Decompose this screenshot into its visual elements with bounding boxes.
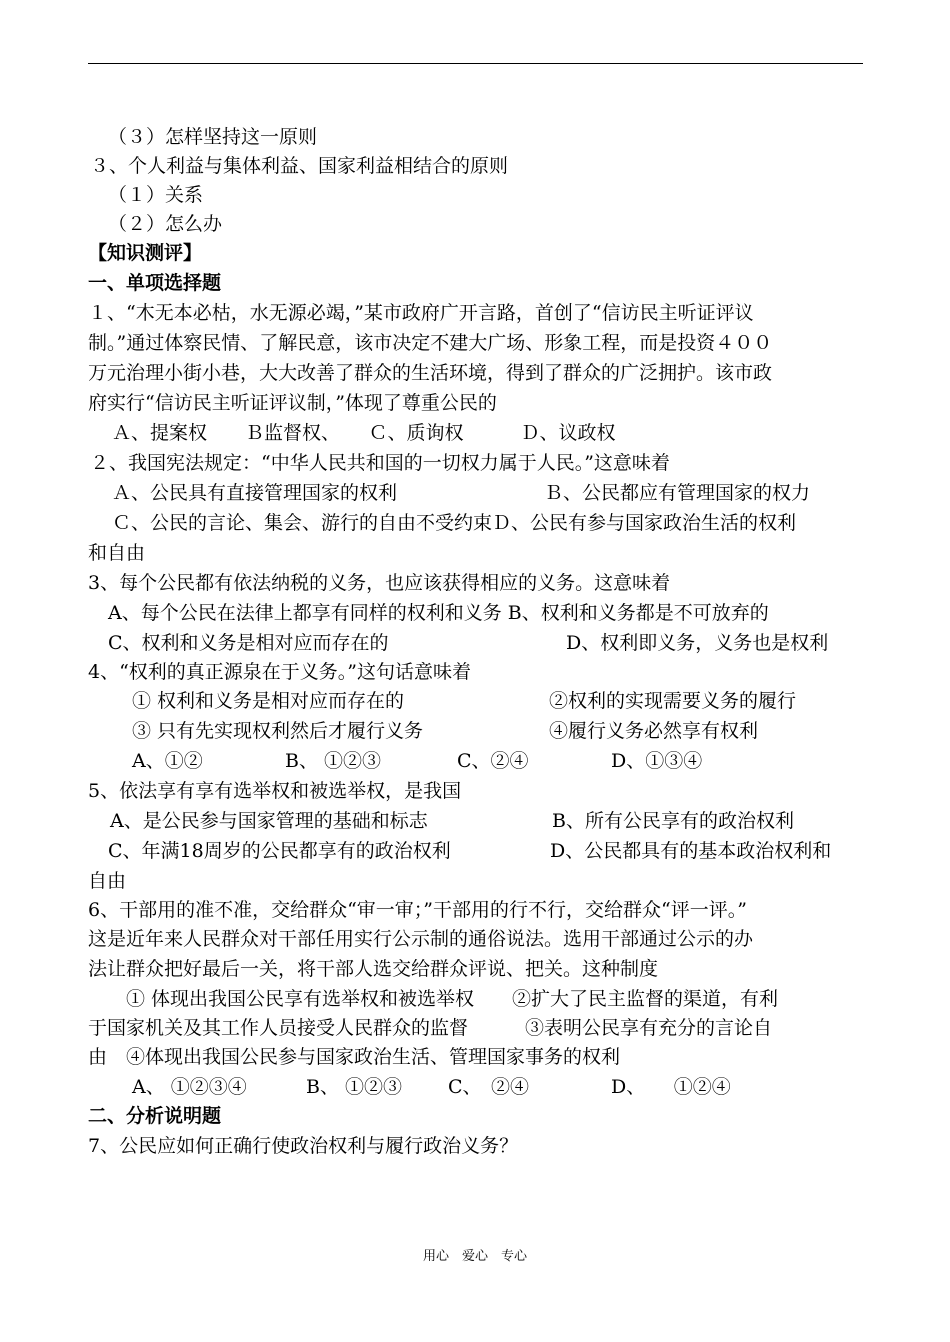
- q5-option-d-cont: 自由: [88, 870, 127, 892]
- q5-option-c: C、年满18周岁的公民都享有的政治权利: [108, 840, 451, 862]
- q3-option-c: C、权利和义务是相对应而存在的: [108, 632, 389, 654]
- q4-item-4: ④履行义务必然享有权利: [549, 720, 759, 742]
- q1-options: Ａ、提案权 Ｂ监督权、 Ｃ、质询权 Ｄ、议政权: [112, 422, 616, 444]
- q6-stem-line-1: 6、干部用的准不准，交给群众“审一审；”干部用的行不行，交给群众“评一评。”: [88, 899, 747, 921]
- q4-option-d: D、①③④: [611, 750, 703, 772]
- q6-items-line-2: 于国家机关及其工作人员接受人民群众的监督 ③表明公民享有充分的言论自: [88, 1017, 773, 1039]
- q3-option-ab: A、每个公民在法律上都享有同样的权利和义务 B、权利和义务都是不可放弃的: [108, 602, 769, 624]
- q2-option-b: Ｂ、公民都应有管理国家的权力: [544, 482, 811, 504]
- q6-option-b: B、 ①②③: [306, 1076, 403, 1098]
- q6-option-a: A、 ①②③④: [132, 1076, 247, 1098]
- q1-stem-line-3: 万元治理小街小巷，大大改善了群众的生活环境，得到了群众的广泛拥护。该市政: [88, 362, 773, 384]
- page-footer: 用心 爱心 专心: [422, 1249, 527, 1264]
- q7-question: 7、公民应如何正确行使政治权利与履行政治义务？: [88, 1135, 519, 1157]
- part1-heading: 一、单项选择题: [88, 272, 222, 294]
- q4-item-2: ②权利的实现需要义务的履行: [549, 690, 797, 712]
- q4-option-b: B、 ①②③: [285, 750, 382, 772]
- q4-option-a: A、①②: [132, 750, 203, 772]
- section-heading: 【知识测评】: [88, 242, 203, 264]
- q6-items-line-1: ① 体现出我国公民享有选举权和被选举权 ②扩大了民主监督的渠道，有利: [88, 988, 779, 1010]
- q1-stem-line-1: １、“木无本必枯，水无源必竭，”某市政府广开言路，首创了“信访民主听证评议: [88, 302, 754, 324]
- header-rule: [88, 63, 863, 64]
- outline-item-1: （１）关系: [108, 184, 204, 206]
- q3-option-d: D、权利即义务，义务也是权利: [566, 632, 829, 654]
- q6-stem-line-2: 这是近年来人民群众对干部任用实行公示制的通俗说法。选用干部通过公示的办: [88, 928, 754, 950]
- q4-item-3: ③ 只有先实现权利然后才履行义务: [132, 720, 424, 742]
- q4-option-c: C、②④: [457, 750, 529, 772]
- outline-item-3: （３）怎样坚持这一原则: [108, 126, 318, 148]
- q2-option-cd: Ｃ、公民的言论、集会、游行的自由不受约束Ｄ、公民有参与国家政治生活的权利: [112, 512, 797, 534]
- q6-option-c: C、 ②④: [448, 1076, 530, 1098]
- q2-stem: ２、我国宪法规定：“中华人民共和国的一切权力属于人民。”这意味着: [90, 452, 670, 474]
- q1-stem-line-4: 府实行“信访民主听证评议制，”体现了尊重公民的: [88, 392, 497, 414]
- q6-stem-line-3: 法让群众把好最后一关，将干部人选交给群众评说、把关。这种制度: [88, 958, 659, 980]
- q6-option-d: D、 ①②④: [611, 1076, 731, 1098]
- q2-option-a: Ａ、公民具有直接管理国家的权利: [112, 482, 398, 504]
- q4-item-1: ① 权利和义务是相对应而存在的: [132, 690, 405, 712]
- q5-option-a: A、是公民参与国家管理的基础和标志: [110, 810, 428, 832]
- q4-stem: 4、“权利的真正源泉在于义务。”这句话意味着: [88, 661, 472, 683]
- q5-stem: 5、依法享有享有选举权和被选举权，是我国: [88, 780, 462, 802]
- q5-option-b: B、所有公民享有的政治权利: [552, 810, 794, 832]
- q5-option-d: D、公民都具有的基本政治权利和: [550, 840, 832, 862]
- q2-option-cd-cont: 和自由: [88, 542, 146, 564]
- outline-principle-3: ３、个人利益与集体利益、国家利益相结合的原则: [90, 155, 509, 177]
- q3-stem: 3、每个公民都有依法纳税的义务，也应该获得相应的义务。这意味着: [88, 572, 671, 594]
- q6-items-line-3: 由 ④体现出我国公民参与国家政治生活、管理国家事务的权利: [88, 1046, 621, 1068]
- outline-item-2: （２）怎么办: [108, 213, 223, 235]
- q1-stem-line-2: 制。”通过体察民情、了解民意，该市决定不建大广场、形象工程，而是投资４００: [88, 332, 773, 354]
- part2-heading: 二、分析说明题: [88, 1105, 222, 1127]
